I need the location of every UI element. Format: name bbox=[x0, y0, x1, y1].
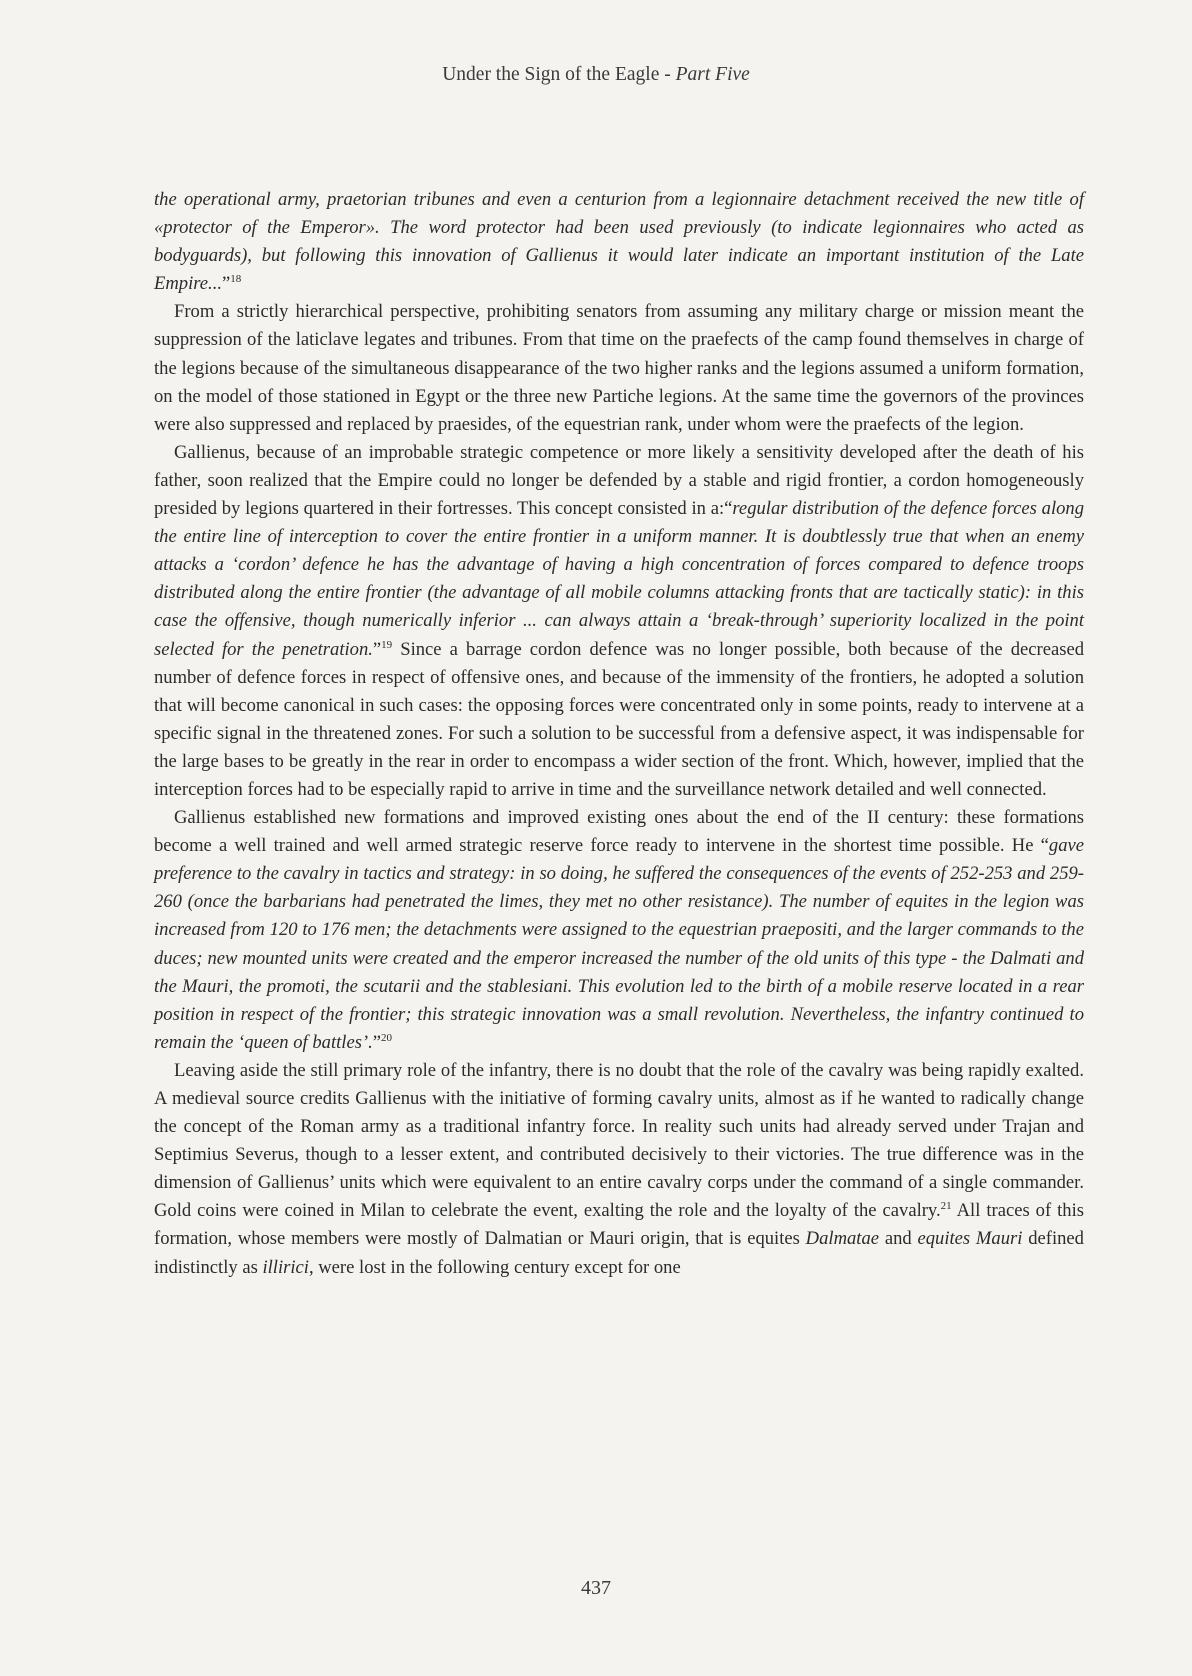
paragraph bbox=[154, 1057, 1084, 1282]
body-text bbox=[154, 186, 1084, 1282]
text-run: and bbox=[879, 1228, 918, 1250]
footnote-ref: 19 bbox=[381, 638, 393, 651]
paragraph bbox=[154, 439, 1084, 804]
italic-text: equites Mauri bbox=[917, 1228, 1023, 1250]
running-header bbox=[0, 64, 1192, 86]
text-run: , were lost in the following century except for one bbox=[308, 1256, 681, 1278]
italic-text: gave preference to the cavalry in tactics and strategy: in so doing, he suffered the consequences of the events of 252-253 and 259-260 (once the barbarians had penetrated the limes, they met no other resistance). The number of equites in the legion was increased from 120 to 176 men; the detachments were assigned to the equestrian praepositi, and the larger commands to the duces; new mounted units were created and the emperor increased the number of the old units of this type - the Dalmati and the Mauri, the promoti, the scutarii and the stablesiani. This evolution led to the birth of a mobile reserve located in a rear position in respect of the frontier; this strategic innovation was a small revolution. Nevertheless, the infantry continued to remain the ‘queen of battles’. bbox=[154, 835, 1084, 1053]
page-number: 437 bbox=[581, 1577, 611, 1599]
text-run: ” bbox=[372, 638, 382, 660]
text-run: All traces of this formation, whose members were mostly of Dalmatian or Mauri origin, that is equites bbox=[154, 1200, 1084, 1250]
italic-text: regular distribution of the defence forces along the entire line of interception to cover the entire frontier in a uniform manner. It is doubtlessly true that when an enemy attacks a ‘cordon’ defence he has the advantage of having a high concentration of forces compared to defence troops distributed along the entire frontier (the advantage of all mobile columns attacking fronts that are tactically static): in this case the offensive, though numerically inferior ... can always attain a ‘break-through’ superiority localized in the point selected for the penetration. bbox=[154, 498, 1084, 660]
italic-text: Dalmatae bbox=[805, 1228, 880, 1250]
text-run: Leaving aside the still primary role of the infantry, there is no doubt that the role of the cavalry was being rapidly exalted. A medieval source credits Gallienus with the initiative of forming cavalry units, almost as if he wanted to radically change the concept of the Roman army as a traditional infantry force. In reality such units had already served under Trajan and Septimius Severus, though to a lesser extent, and contributed decisively to their victories. The true difference was in the dimension of Gallienus’ units which were equivalent to an entire cavalry corps under the command of a single commander. Gold coins were coined in Milan to celebrate the event, exalting the role and the loyalty of the cavalry. bbox=[154, 1059, 1084, 1222]
footnote-ref: 20 bbox=[381, 1031, 393, 1044]
paragraph bbox=[154, 298, 1084, 438]
text-run: ” bbox=[372, 1031, 382, 1053]
book-title: Under the Sign of the Eagle bbox=[442, 64, 660, 85]
italic-text: illirici bbox=[262, 1256, 309, 1278]
footnote-ref: 18 bbox=[230, 273, 242, 286]
text-run: defined indistinctly as bbox=[154, 1228, 1084, 1278]
paragraph bbox=[154, 186, 1084, 298]
header-separator: - bbox=[664, 64, 671, 85]
text-run: Gallienus, because of an improbable strategic competence or more likely a sensitivity developed after the death of his father, soon realized that the Empire could no longer be defended by a stable and rigid frontier, a cordon homogeneously presided by legions quartered in their fortresses. This concept consisted in a:“ bbox=[154, 441, 1084, 520]
text-run: From a strictly hierarchical perspective, prohibiting senators from assuming any military charge or mission meant the suppression of the laticlave legates and tribunes. From that time on the praefects of the camp found themselves in charge of the legions because of the simultaneous disappearance of the two higher ranks and the legions assumed a uniform formation, on the model of those stationed in Egypt or the three new Partiche legions. At the same time the governors of the provinces were also suppressed and replaced by praesides, of the equestrian rank, under whom were the praefects of the legion. bbox=[154, 301, 1084, 435]
part-label: Part Five bbox=[675, 64, 750, 85]
italic-text: the operational army, praetorian tribunes and even a centurion from a legionnaire detachment received the new title of «protector of the Emperor». The word protector had been used previously (to indicate legionnaires who acted as bodyguards), but following this innovation of Gallienus it would later indicate an important institution of the Late Empire... bbox=[154, 189, 1084, 295]
footnote-ref: 21 bbox=[940, 1200, 952, 1213]
text-run: ” bbox=[222, 273, 231, 295]
paragraph bbox=[154, 804, 1084, 1057]
text-run: Gallienus established new formations and improved existing ones about the end of the II century: these formations become a well trained and well armed strategic reserve force ready to intervene in the shortest time possible. He “ bbox=[154, 807, 1084, 857]
text-run: Since a barrage cordon defence was no longer possible, both because of the decreased number of defence forces in respect of offensive ones, and because of the immensity of the frontiers, he adopted a solution that will become canonical in such cases: the opposing forces were concentrated only in some points, ready to intervene at a specific signal in the threatened zones. For such a solution to be successful from a defensive aspect, it was indispensable for the large bases to be greatly in the rear in order to encompass a wider section of the front. Which, however, implied that the interception forces had to be especially rapid to arrive in time and the surveillance network detailed and well connected. bbox=[154, 638, 1084, 800]
